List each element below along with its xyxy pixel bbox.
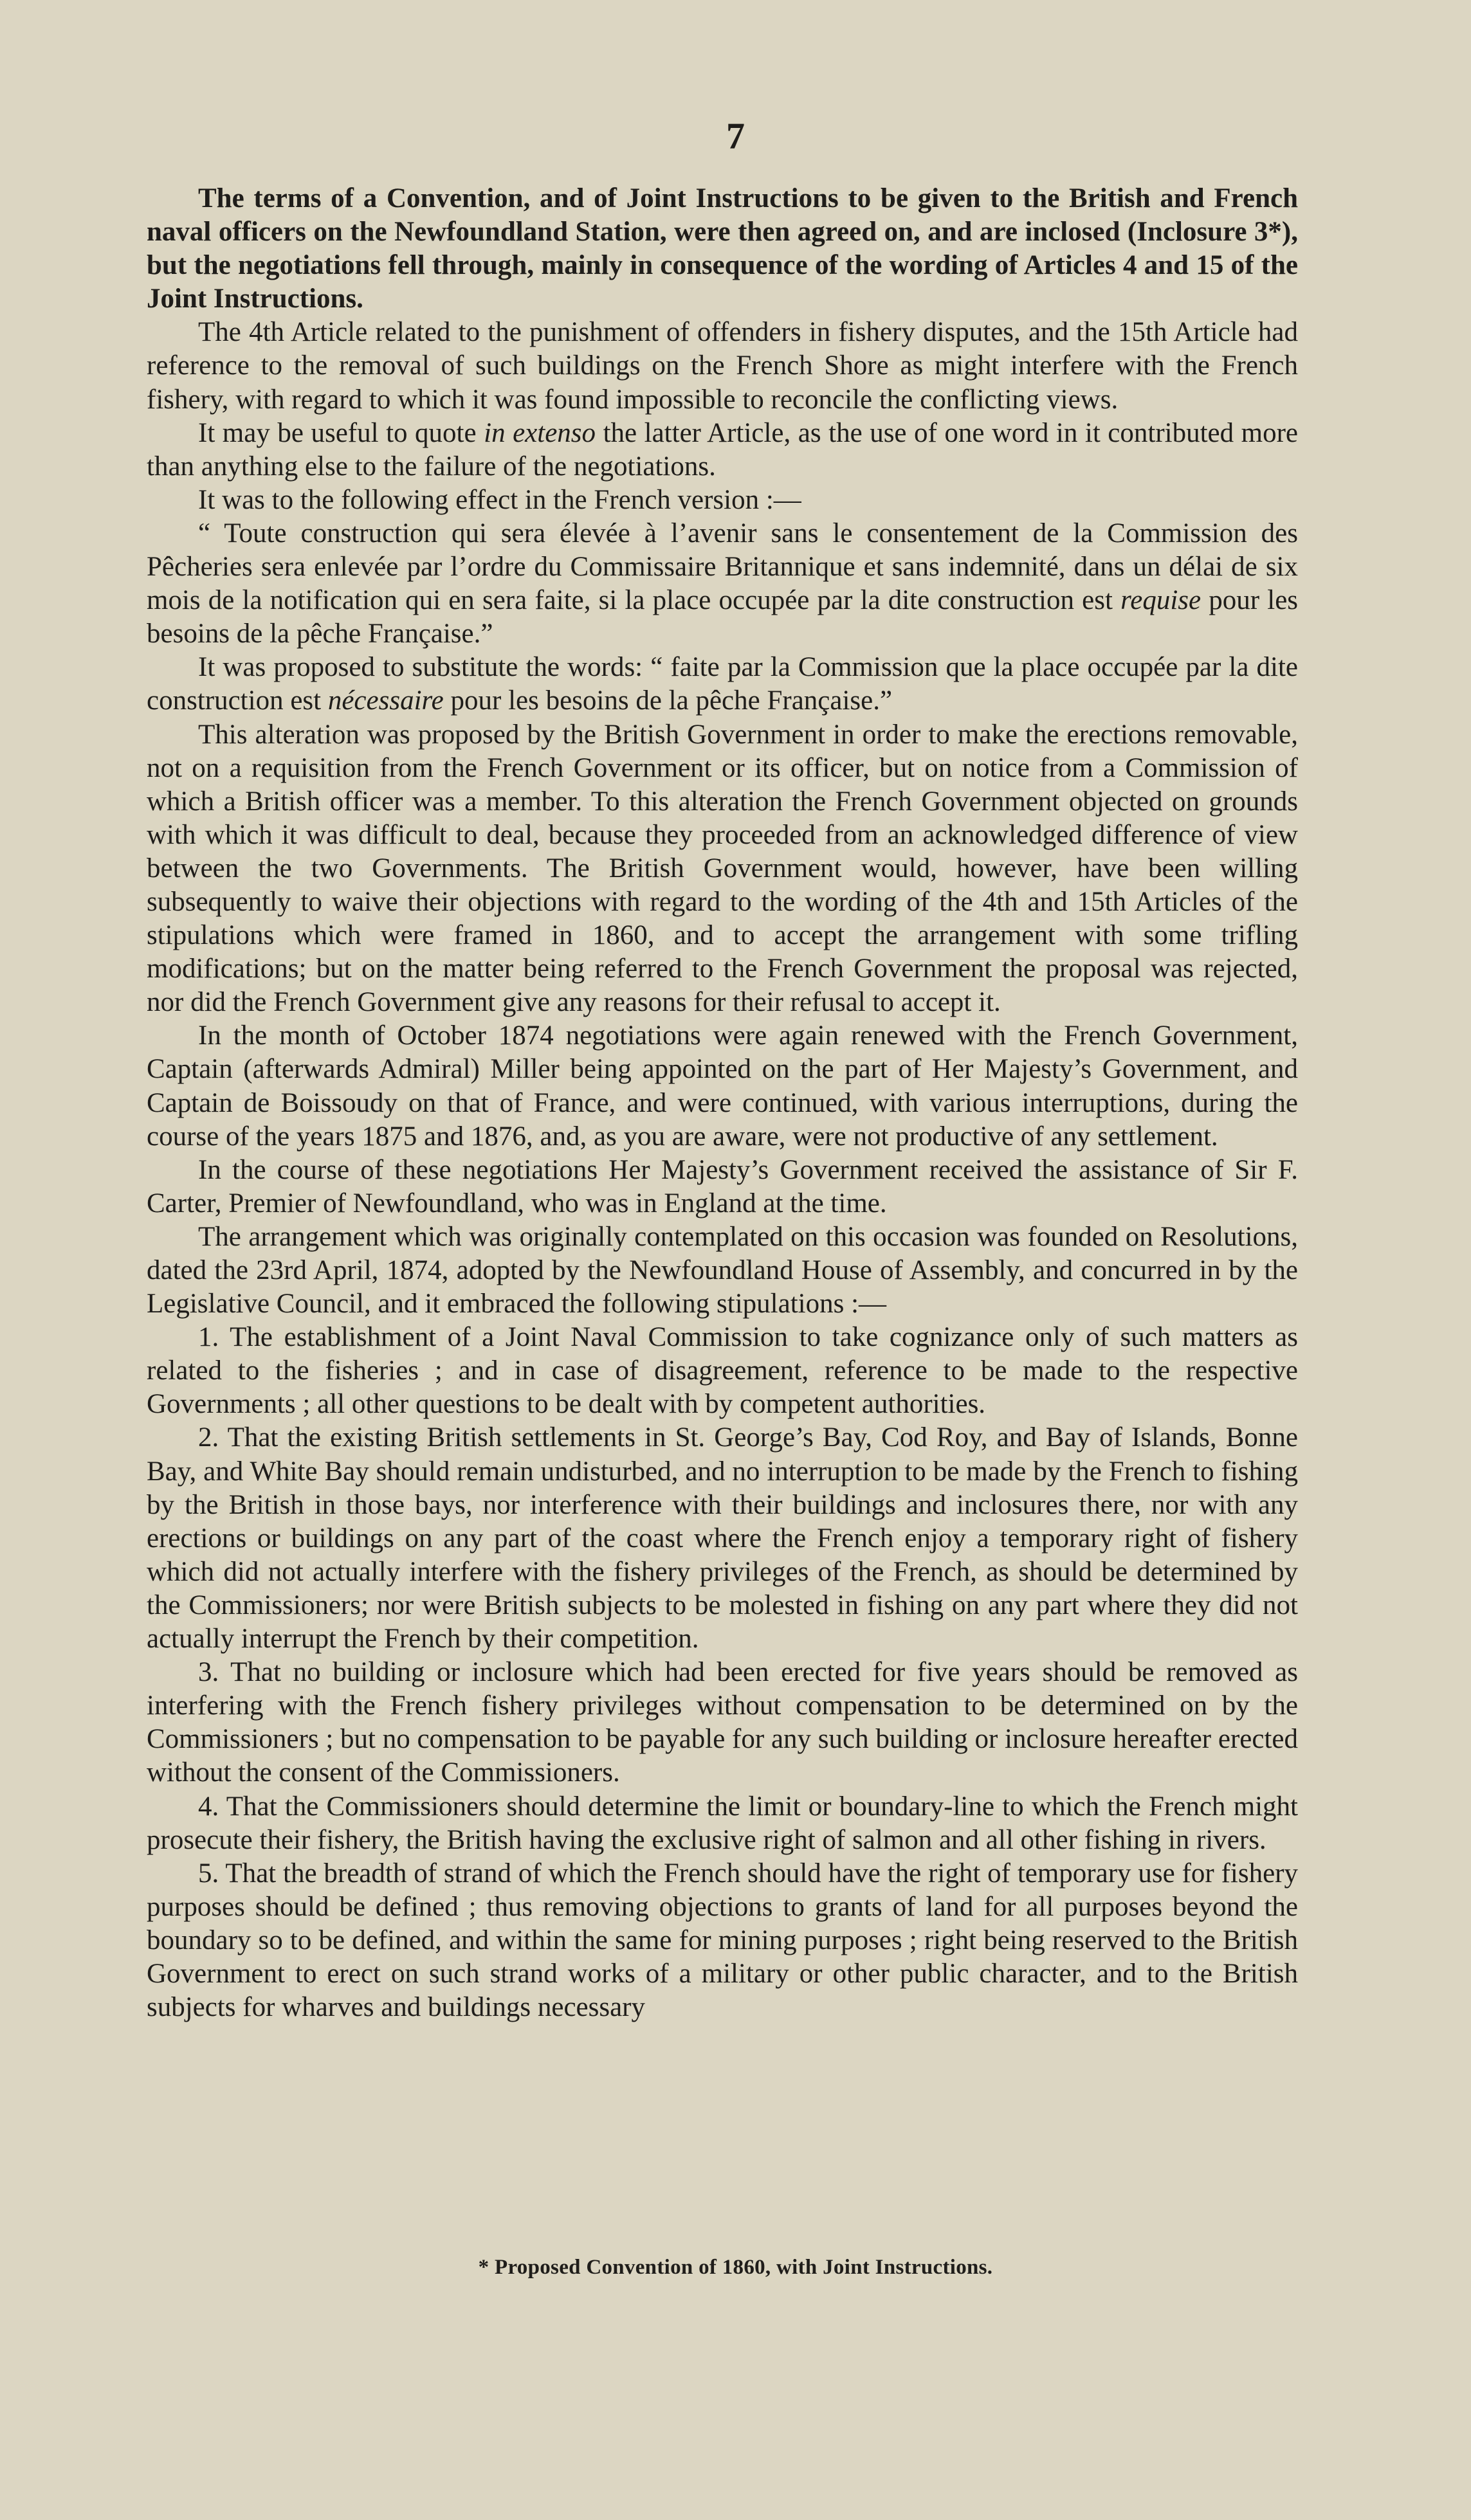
stipulation-1: 1. The establishment of a Joint Naval Commission to take cognizance only of such matters as related to the fisheries ; and in case of disagreement, reference to be made to the respective Governments ; all other questions to be dealt with by competent authorities.: [147, 1322, 1298, 1420]
substitute-start: It was proposed to substitute the words: “ faite par la Commission que la place occupée par la dite construction est: [147, 652, 1298, 716]
stipulation-4: 4. That the Commissioners should determine the limit or boundary-line to which the French might prosecute their fishery, the British having the exclusive right of salmon and all other fishing in rivers.: [147, 1791, 1298, 1855]
paragraph-carter: In the course of these negotiations Her Majesty’s Government received the assistance of Sir F. Carter, Premier of Newfoundland, who was in England at the time.: [147, 1154, 1298, 1219]
footnote: * Proposed Convention of 1860, with Joint Instructions.: [478, 2256, 993, 2279]
substitute-end: pour les besoins de la pêche Française.”: [450, 685, 893, 716]
paragraph-french-quote: [147, 517, 1298, 651]
paragraph-fourth-article: The 4th Article related to the punishment of offenders in fishery disputes, and the 15th Article had reference to the removal of such buildings on the French Shore as might interfere with the French fishery, with regard to which it was found impossible to reconcile the conflicting views.: [147, 317, 1298, 415]
french-quote-end: pour les besoins de la pêche Française.”: [147, 585, 1299, 649]
paragraph-october-1874: In the month of October 1874 negotiations were again renewed with the French Government, Captain (afterwards Admiral) Miller being appointed on the part of Her Majesty’s Government, and Captain de Boissoudy on that of France, and were continued, with various interruptions, during the course of the years 1875 and 1876, and, as you are aware, were not productive of any settlement.: [147, 1020, 1298, 1152]
paragraph-substitute-words: [147, 651, 1298, 718]
stipulation-5: 5. That the breadth of strand of which the French should have the right of temporary use for fishery purposes should be defined ; thus removing objections to grants of land for all purposes beyond the boundary so to be defined, and within the same for mining purposes ; right being reserved to the British Government to erect on such strand works of a military or other public character, and to the British subjects for wharves and buildings necessary: [147, 1858, 1298, 2023]
stipulation-2: 2. That the existing British settlements in St. George’s Bay, Cod Roy, and Bay of Islands, Bonne Bay, and White Bay should remain undisturbed, and no interruption to be made by the French to fishing by the British in those bays, nor interference with their buildings and inclosures there, nor with any erections or buildings on any part of the coast where the French enjoy a temporary right of fishery which did not actually interfere with the fishery privileges of the French, as should be determined by the Commissioners; nor were British subjects to be molested in fishing on any part where they did not actually interrupt the French by their competition.: [147, 1422, 1298, 1654]
paragraph-arrangement: The arrangement which was originally contemplated on this occasion was founded on Resolutions, dated the 23rd April, 1874, adopted by the Newfoundland House of Assembly, and concurred in by the Legislative Council, and it embraced the following stipulations :—: [147, 1221, 1298, 1319]
page-number: 7: [726, 115, 745, 157]
italic-requise: requise: [1120, 585, 1201, 616]
italic-necessaire: nécessaire: [327, 685, 444, 716]
paragraph-convention-terms: The terms of a Convention, and of Joint Instructions to be given to the British and French naval officers on the Newfoundland Station, were then agreed on, and are inclosed (Inclosure 3*), but the negotiations fell through, mainly in consequence of the wording of Articles 4 and 15 of the Joint Instructions.: [147, 183, 1298, 314]
paragraph-alteration: This alteration was proposed by the British Government in order to make the erections removable, not on a requisition from the French Government or its officer, but on notice from a Commission of which a British officer was a member. To this alteration the French Government objected on grounds with which it was difficult to deal, because they proceeded from an acknowledged difference of view between the two Governments. The British Government would, however, have been willing subsequently to waive their objections with regard to the wording of the 4th and 15th Articles of the stipulations which were framed in 1860, and to accept the arrangement with some trifling modifications; but on the matter being referred to the French Government the proposal was rejected, nor did the French Government give any reasons for their refusal to accept it.: [147, 719, 1298, 1018]
french-quote-start: “ Toute construction qui sera élevée à l’avenir sans le consentement de la Commission des Pêcheries sera enlevée par l’ordre du Commissaire Britannique et sans indemnité, dans un délai de six mois de la notification qui en sera faite, si la place occupée par la dite construction est: [147, 518, 1298, 616]
paragraph-french-version: It was to the following effect in the French version :—: [198, 484, 801, 515]
paragraph-quote-intro: [147, 417, 1298, 484]
quote-intro-start: It may be useful to quote: [198, 417, 477, 448]
italic-in-extenso: in extenso: [484, 417, 596, 448]
body-text: [147, 182, 1298, 2024]
stipulation-3: 3. That no building or inclosure which had been erected for five years should be removed as interfering with the French fishery privileges without compensation to be determined on by the Commissioners ; but no compensation to be payable for any such building or inclosure hereafter erected without the consent of the Commissioners.: [147, 1657, 1298, 1788]
quote-intro-end: the latter Article, as the use of one word in it contributed more than anything else to the failure of the negotiations.: [147, 417, 1299, 482]
